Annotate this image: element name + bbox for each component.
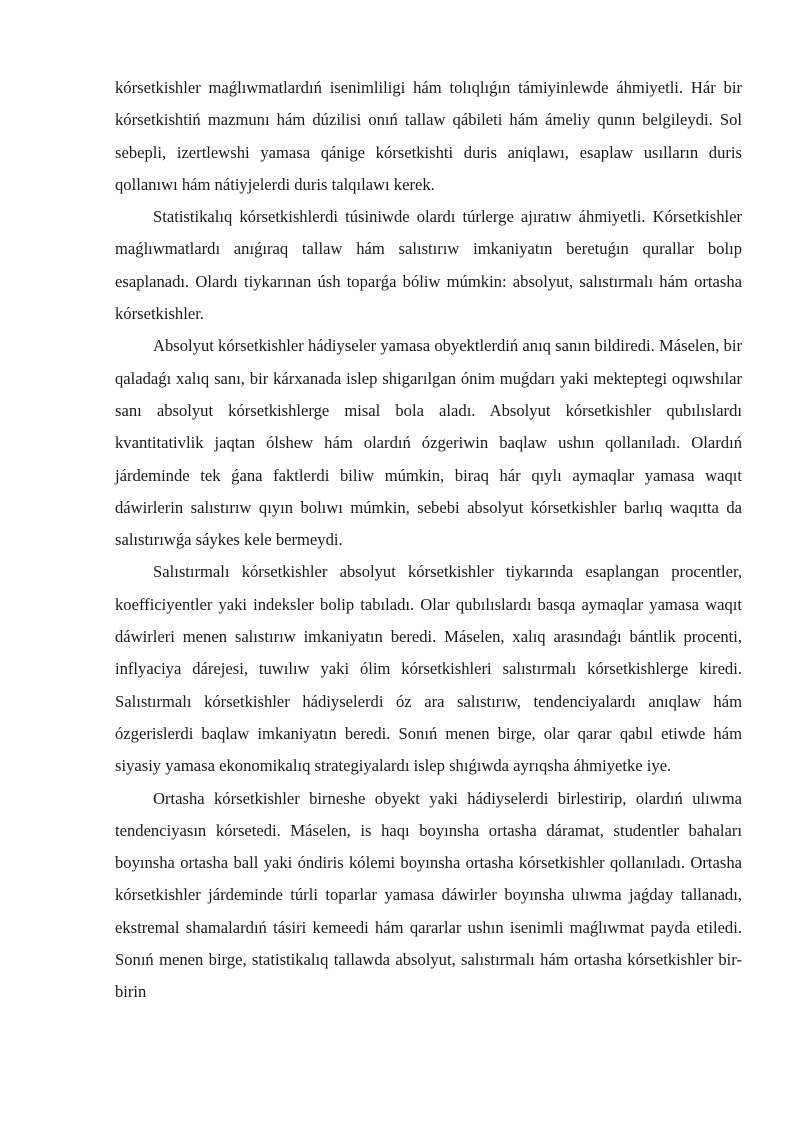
paragraph-3: Absolyut kórsetkishler hádiyseler yamasa obyektlerdiń anıq sanın bildiredi. Máselen, bir qaladaǵı xalıq sanı, bir kárxanada islep shigarılgan ónim muǵdarı yaki mekteptegi oqıwshılar sanı absolyut kórsetkishlerge misal bola aladı. Absolyut kórsetkishler qubılıslardı kvantitativlik jaqtan ólshew hám olardıń ózgeriwin baqlaw ushın qollanıladı. Olardıń járdeminde tek ǵana faktlerdi biliw múmkin, biraq hár qıylı aymaqlar yamasa waqıt dáwirlerin salıstırıw qıyın bolıwı múmkin, sebebi absolyut kórsetkishler barlıq waqıtta da salıstırıwǵa sáykes kele bermeydi. <box>115 336 742 550</box>
paragraph-2: Statistikalıq kórsetkishlerdi túsiniwde olardı túrlerge ajıratıw áhmiyetli. Kórsetkishler maǵlıwmatlardı anıǵıraq tallaw hám salıstırıw imkaniyatın beretuǵın qurallar bolıp esaplanadı. Olardı tiykarınan úsh toparǵa bóliw múmkin: absolyut, salıstırmalı hám ortasha kórsetkishler. <box>115 207 742 324</box>
document-page <box>115 72 742 1009</box>
paragraph-5: Ortasha kórsetkishler birneshe obyekt yaki hádiyselerdi birlestirip, olardıń ulıwma tendenciyasın kórsetedi. Máselen, is haqı boyınsha ortasha dáramat, studentler bahaları boyınsha ortasha ball yaki óndiris kólemi boyınsha ortasha kórsetkishler qollanıladı. Ortasha kórsetkishler járdeminde túrli toparlar yamasa dáwirler boyınsha ulıwma jaǵday tallanadı, ekstremal shamalardıń tásiri kemeedi hám qararlar ushın isenimli maǵlıwmat payda etiledi. Sonıń menen birge, statistikalıq tallawda absolyut, salıstırmalı hám ortasha kórsetkishler bir-birin <box>115 788 742 1002</box>
paragraph-1: kórsetkishler maǵlıwmatlardıń isenimliligi hám tolıqlıǵın támiyinlewde áhmiyetli. Hár bir kórsetkishtiń mazmunı hám dúzilisi onıń tallaw qábileti hám ámeliy qunın belgileydi. Sol sebepli, izertlewshi yamasa qánige kórsetkishti duris aniqlawı, esaplaw usılların duris qollanıwı hám nátiyjelerdi duris talqılawı kerek. <box>115 78 742 194</box>
paragraph-4: Salıstırmalı kórsetkishler absolyut kórsetkishler tiykarında esaplangan procentler, koefficiyentler yaki indeksler bolip tabıladı. Olar qubılıslardı basqa aymaqlar yamasa waqıt dáwirleri menen salıstırıw imkaniyatın beredi. Máselen, xalıq arasındaǵı bántlik procenti, inflyaciya dárejesi, tuwılıw yaki ólim kórsetkishleri salıstırmalı kórsetkishlerge kiredi. Salıstırmalı kórsetkishler hádiyselerdi óz ara salıstırıw, tendenciyalardı anıqlaw hám ózgerislerdi baqlaw imkaniyatın beredi. Sonıń menen birge, olar qarar qabıl etiwde hám siyasiy yamasa ekonomikalıq strategiyalardı islep shıǵıwda ayrıqsha áhmiyetke iye. <box>115 562 742 776</box>
